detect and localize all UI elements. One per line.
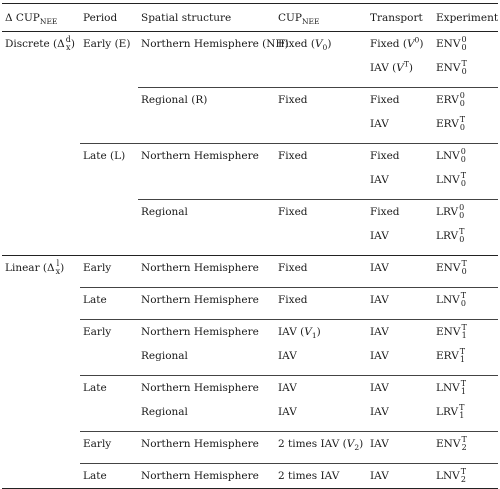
header-experiment: Experiment [433,4,498,32]
cup-cell: Fixed $(V_0)$ [278,38,332,53]
cup-cell: IAV [278,406,297,418]
experiment-cell: ENV T 0 [436,59,467,76]
transport-cell: IAV [367,256,433,281]
header-period: Period [80,4,138,32]
table-row [2,400,498,424]
transport-cell: IAV [370,230,389,242]
table-row [2,224,498,248]
period-cell: Early (E) [83,38,131,50]
spatial-cell: Northern Hemisphere [138,288,275,313]
spatial-cell: Regional [138,200,275,225]
period-cell: Late [80,464,138,489]
experiment-cell: LNV T 0 [436,171,467,188]
spatial-cell: Northern Hemisphere [138,464,275,489]
cup-cell: 2 times IAV [275,464,367,489]
table-header-row [2,4,498,32]
header-delta-cup: Δ $CUP_{NEE}$ [2,4,80,32]
table-row [2,344,498,368]
cup-cell: IAV [275,376,367,401]
table-row [2,200,498,225]
table-row [2,112,498,136]
table-row [2,288,498,313]
group-linear-label: Linear (Δ l x ) [2,256,80,281]
spatial-cell: Northern Hemisphere [138,320,275,345]
header-transport: Transport [367,4,433,32]
period-cell: Early [80,320,138,345]
table-row [2,168,498,192]
cup-cell: Fixed [275,256,367,281]
transport-cell: Fixed [367,144,433,169]
spatial-cell: Regional (R) [138,88,275,113]
experiment-cell: LNV T 0 [433,288,498,313]
cup-cell: 2 times IAV $(V_2)$ [275,432,367,457]
table-row [2,88,498,113]
table-row [2,320,498,345]
header-cup-nee: $CUP_{NEE}$ [275,4,367,32]
transport-cell: IAV [370,406,389,418]
experiment-cell: ENV 0 0 [436,35,467,52]
table-row [2,32,498,57]
transport-cell: Fixed $(V^0)$ [370,35,424,50]
cup-cell: Fixed [275,88,367,113]
transport-cell: Fixed [367,200,433,225]
period-cell: Late [80,376,138,401]
period-cell: Early [80,256,138,281]
cup-cell: Fixed [275,144,367,169]
table-row [2,464,498,489]
experiment-cell: LNV 0 0 [433,144,498,169]
spatial-cell: Regional [141,350,188,362]
cup-cell: Fixed [275,288,367,313]
experiment-cell: ERV T 1 [436,347,466,364]
spatial-cell: Northern Hemisphere [138,256,275,281]
transport-cell: IAV [367,376,433,401]
table-row [2,56,498,80]
spatial-cell: Regional [141,406,188,418]
experiment-cell: ERV 0 0 [433,88,498,113]
spatial-cell: Northern Hemisphere [138,144,275,169]
header-spatial-structure: Spatial structure [138,4,275,32]
experiment-cell: LRV T 1 [436,403,465,420]
period-cell: Early [80,432,138,457]
transport-cell: IAV [367,432,433,457]
experiment-cell: ENV T 1 [433,320,498,345]
experiment-cell: LNV T 2 [433,464,498,489]
spatial-cell: Northern Hemisphere [138,376,275,401]
experiments-table [2,3,498,489]
transport-cell: IAV $(V^T)$ [370,59,413,74]
transport-cell: Fixed [367,88,433,113]
experiment-cell: LRV 0 0 [433,200,498,225]
transport-cell: IAV [370,118,389,130]
table-row [2,256,498,281]
table-row [2,144,498,169]
cup-cell: IAV [278,350,297,362]
group-discrete-label: Discrete (Δ d x ) [5,35,75,52]
transport-cell: IAV [370,350,389,362]
transport-cell: IAV [367,320,433,345]
table-row [2,376,498,401]
transport-cell: IAV [367,464,433,489]
spatial-cell: Northern Hemisphere [138,432,275,457]
spatial-cell: Northern Hemisphere (NH) [141,38,289,50]
experiment-cell: LNV T 1 [433,376,498,401]
experiment-cell: ENV T 2 [433,432,498,457]
table-row [2,432,498,457]
experiment-cell: ERV T 0 [436,115,466,132]
cup-cell: Fixed [275,200,367,225]
transport-cell: IAV [370,174,389,186]
cup-cell: IAV $(V_1)$ [275,320,367,345]
period-cell: Late [80,288,138,313]
experiment-cell: ENV T 0 [433,256,498,281]
transport-cell: IAV [367,288,433,313]
period-cell: Late (L) [80,144,138,169]
experiment-cell: LRV T 0 [436,227,465,244]
